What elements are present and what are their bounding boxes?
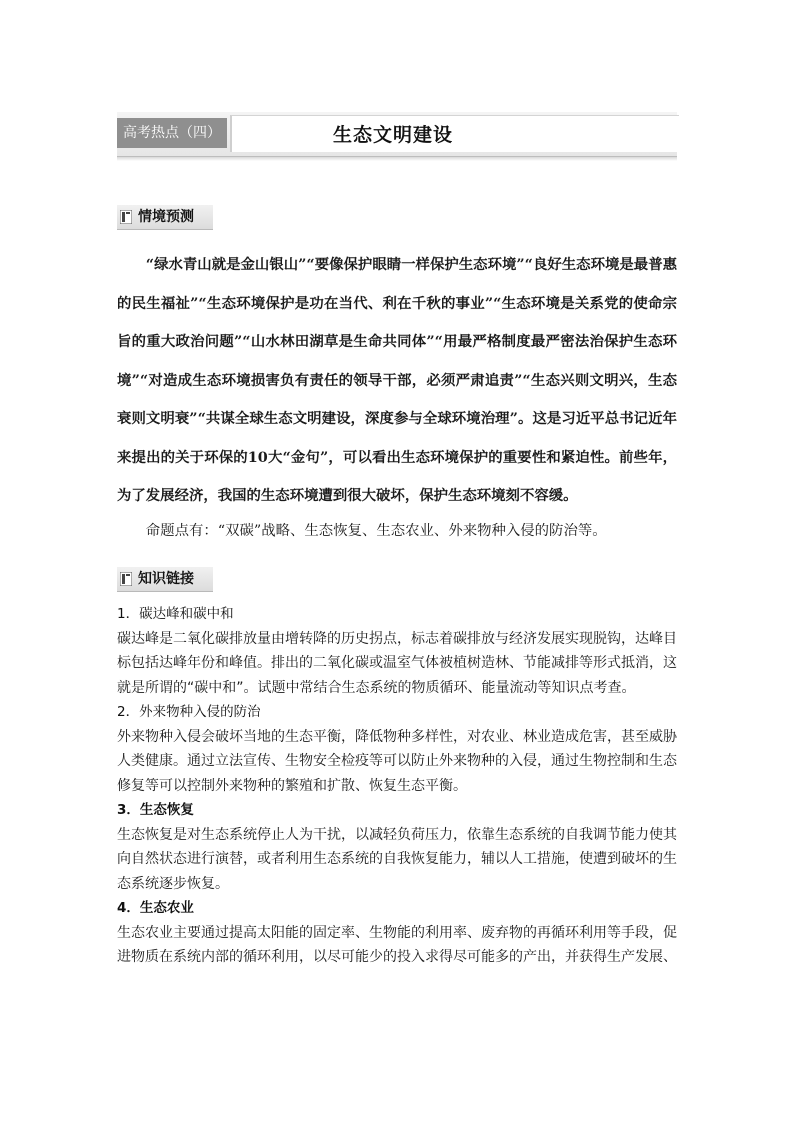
- header-divider: [117, 157, 677, 161]
- knowledge-text: 生态农业主要通过提高太阳能的固定率、生物能的利用率、废弃物的再循环利用等手段，促进物质在系统内部的循环利用，以尽可能少的投入求得尽可能多的产出，并获得生产发展、: [117, 924, 677, 965]
- knowledge-item: [117, 798, 677, 896]
- section-title-scenario: 情境预测: [138, 209, 194, 225]
- knowledge-item: [117, 602, 677, 700]
- knowledge-item: [117, 896, 677, 970]
- knowledge-item: [117, 700, 677, 798]
- knowledge-heading: 1．碳达峰和碳中和: [117, 606, 234, 622]
- knowledge-heading: 2．外来物种入侵的防治: [117, 704, 261, 720]
- knowledge-heading: 4．生态农业: [117, 900, 194, 916]
- knowledge-text: 外来物种入侵会破坏当地的生态平衡，降低物种多样性，对农业、林业造成危害，甚至威胁人类健康。通过立法宣传、生物安全检疫等可以防止外来物种的入侵，通过生物控制和生态修复等可以控制外来物种的繁殖和扩散、恢复生态平衡。: [117, 728, 677, 794]
- section-tag-knowledge: [117, 567, 213, 592]
- knowledge-text: 生态恢复是对生态系统停止人为干扰，以减轻负荷压力，依靠生态系统的自我调节能力使其向自然状态进行演替，或者利用生态系统的自我恢复能力，辅以人工措施，使遭到破坏的生态系统逐步恢复。: [117, 826, 677, 892]
- section-tag-scenario: [117, 205, 213, 230]
- scenario-paragraph: “绿水青山就是金山银山”“要像保护眼睛一样保护生态环境”“良好生态环境是最普惠的民生福祉”“生态环境保护是功在当代、利在千秋的事业”“生态环境是关系党的使命宗旨的重大政治问题”“山水林田湖草是生命共同体”“用最严格制度最严密法治保护生态环境”“对造成生态环境损害负有责任的领导干部，必须严肃追责”“生态兴则文明兴，生态衰则文明衰”“共谋全球生态文明建设，深度参与全球环境治理”。这是习近平总书记近年来提出的关于环保的10大“金句”，可以看出生态环境保护的重要性和紧迫性。前些年，为了发展经济，我国的生态环境遭到很大破坏，保护生态环境刻不容缓。: [117, 256, 677, 504]
- section-marker-icon: [120, 210, 132, 224]
- header-label: 高考热点（四）: [117, 118, 227, 148]
- section-title-knowledge: 知识链接: [138, 571, 194, 587]
- knowledge-heading: 3．生态恢复: [117, 802, 194, 818]
- knowledge-list: [117, 602, 677, 970]
- knowledge-text: 碳达峰是二氧化碳排放量由增转降的历史拐点，标志着碳排放与经济发展实现脱钩，达峰目标包括达峰年份和峰值。排出的二氧化碳或温室气体被植树造林、节能减排等形式抵消，这就是所谓的“碳中和”。试题中常结合生态系统的物质循环、能量流动等知识点考查。: [117, 630, 677, 696]
- page-title: 生态文明建设: [333, 124, 454, 146]
- section-marker-icon: [120, 572, 132, 586]
- header-title-panel: [230, 115, 679, 152]
- topics-line: 命题点有：“双碳”战略、生态恢复、生态农业、外来物种入侵的防治等。: [145, 523, 607, 539]
